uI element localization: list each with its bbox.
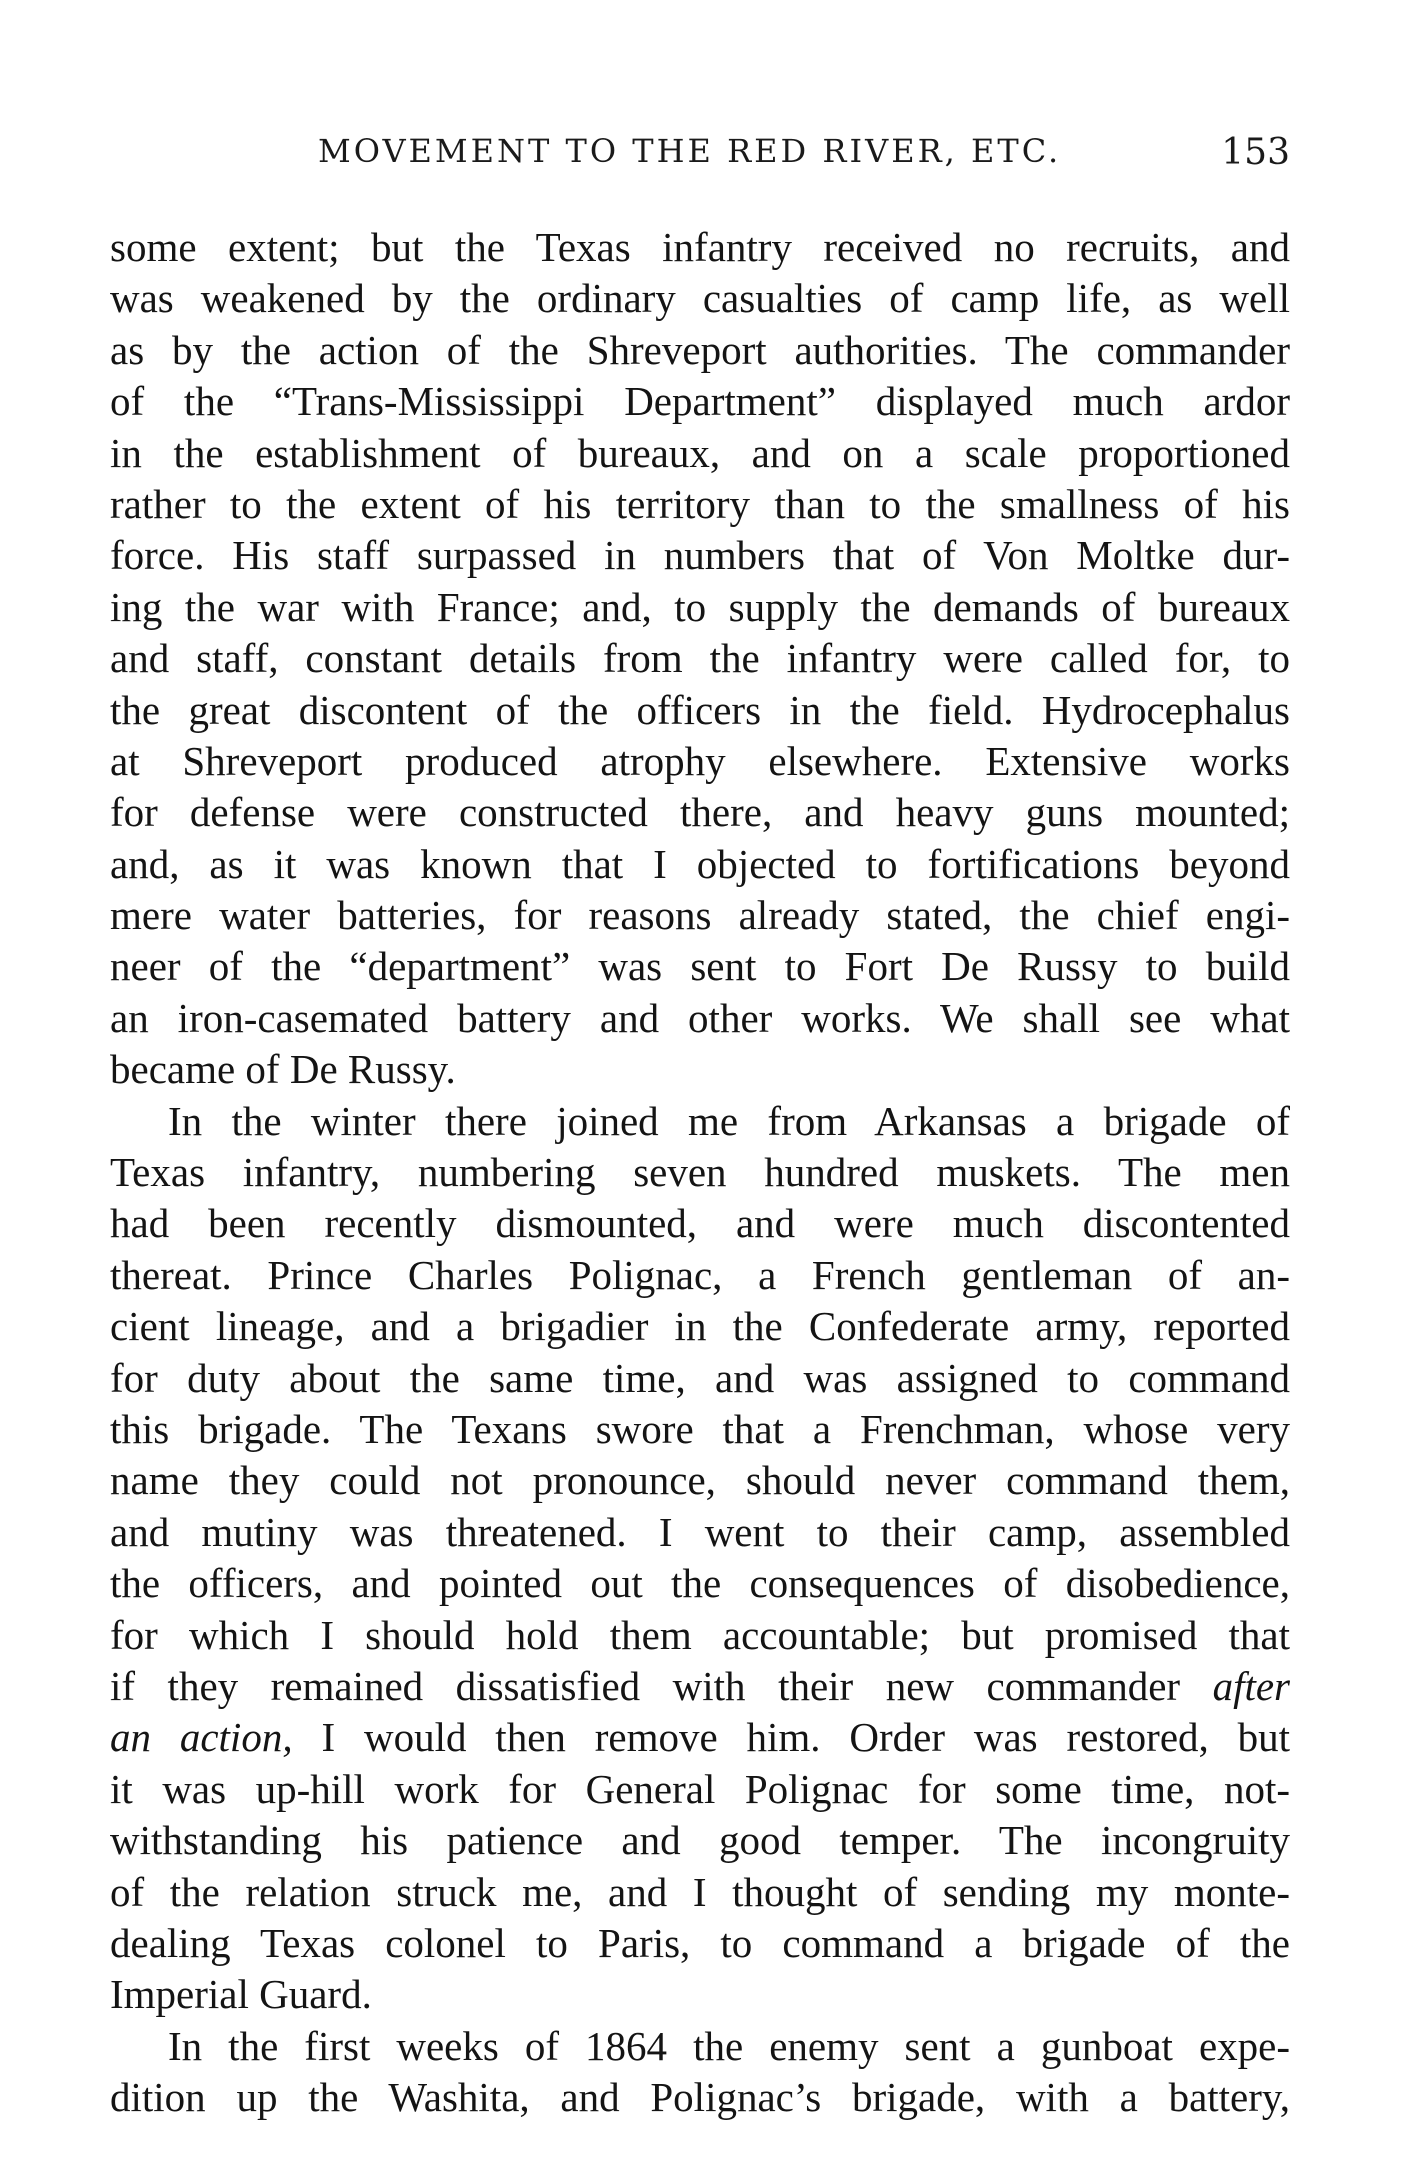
text-run: if they remained dissatisfied with their new commander	[110, 1662, 1181, 1709]
text-line: in the establishment of bureaux, and on a scale proportioned	[110, 429, 1290, 476]
running-header	[110, 128, 1290, 178]
text-line: Texas infantry, numbering seven hundred muskets. The men	[110, 1149, 1290, 1196]
text-line: an iron-casemated battery and other works. We shall see what	[110, 994, 1290, 1041]
text-line	[110, 1661, 1290, 1712]
text-line: neer of the “department” was sent to Fort De Russy to build	[110, 943, 1290, 990]
text-line: as by the action of the Shreveport authorities. The commander	[110, 326, 1290, 373]
paragraph-start-line: In the first weeks of 1864 the enemy sent a gunboat expe-	[168, 2022, 1290, 2069]
italic-text: after	[1212, 1662, 1290, 1709]
text-line: and mutiny was threatened. I went to their camp, assembled	[110, 1508, 1290, 1555]
text-line: of the relation struck me, and I thought of sending my monte-	[110, 1868, 1290, 1915]
text-line: name they could not pronounce, should never command them,	[110, 1457, 1290, 1504]
text-line: at Shreveport produced atrophy elsewhere. Extensive works	[110, 737, 1290, 784]
text-line: it was up-hill work for General Polignac for some time, not-	[110, 1765, 1290, 1812]
running-title: MOVEMENT TO THE RED RIVER, ETC.	[318, 132, 1062, 170]
page-number: 153	[1221, 132, 1290, 173]
text-line: dition up the Washita, and Polignac’s brigade, with a battery,	[110, 2074, 1290, 2121]
text-line: for duty about the same time, and was assigned to command	[110, 1354, 1290, 1401]
text-line: the officers, and pointed out the consequences of disobedience,	[110, 1560, 1290, 1607]
text-line: thereat. Prince Charles Polignac, a French gentleman of an-	[110, 1251, 1290, 1298]
paragraph-start-line: In the winter there joined me from Arkansas a brigade of	[168, 1097, 1290, 1144]
text-line: had been recently dismounted, and were much discontented	[110, 1200, 1290, 1247]
body-text	[110, 222, 1290, 2123]
text-line	[110, 1712, 1290, 1763]
text-run: I would then remove him. Order was restored, but	[321, 1714, 1290, 1761]
text-line: the great discontent of the officers in the field. Hydrocephalus	[110, 686, 1290, 733]
text-line: withstanding his patience and good temper. The incongruity	[110, 1817, 1290, 1864]
text-line: mere water batteries, for reasons already stated, the chief engi-	[110, 892, 1290, 939]
text-line: ing the war with France; and, to supply the demands of bureaux	[110, 583, 1290, 630]
paragraph-end-line: Imperial Guard.	[110, 1971, 372, 2018]
text-line: this brigade. The Texans swore that a Frenchman, whose very	[110, 1405, 1290, 1452]
italic-text: an action,	[110, 1714, 293, 1761]
text-line: some extent; but the Texas infantry received no recruits, and	[110, 224, 1290, 270]
text-line: and, as it was known that I objected to fortifications beyond	[110, 840, 1290, 887]
text-line: for defense were constructed there, and heavy guns mounted;	[110, 789, 1290, 836]
text-line: for which I should hold them accountable; but promised that	[110, 1611, 1290, 1658]
text-line: of the “Trans-Mississippi Department” displayed much ardor	[110, 378, 1290, 425]
paragraph-end-line: became of De Russy.	[110, 1046, 456, 1093]
text-line: cient lineage, and a brigadier in the Confederate army, reported	[110, 1303, 1290, 1350]
text-line: was weakened by the ordinary casualties of camp life, as well	[110, 275, 1290, 322]
text-line: dealing Texas colonel to Paris, to command a brigade of the	[110, 1919, 1290, 1966]
text-line: force. His staff surpassed in numbers that of Von Moltke dur-	[110, 532, 1290, 579]
text-line: and staff, constant details from the infantry were called for, to	[110, 635, 1290, 682]
text-line: rather to the extent of his territory than to the smallness of his	[110, 480, 1290, 527]
